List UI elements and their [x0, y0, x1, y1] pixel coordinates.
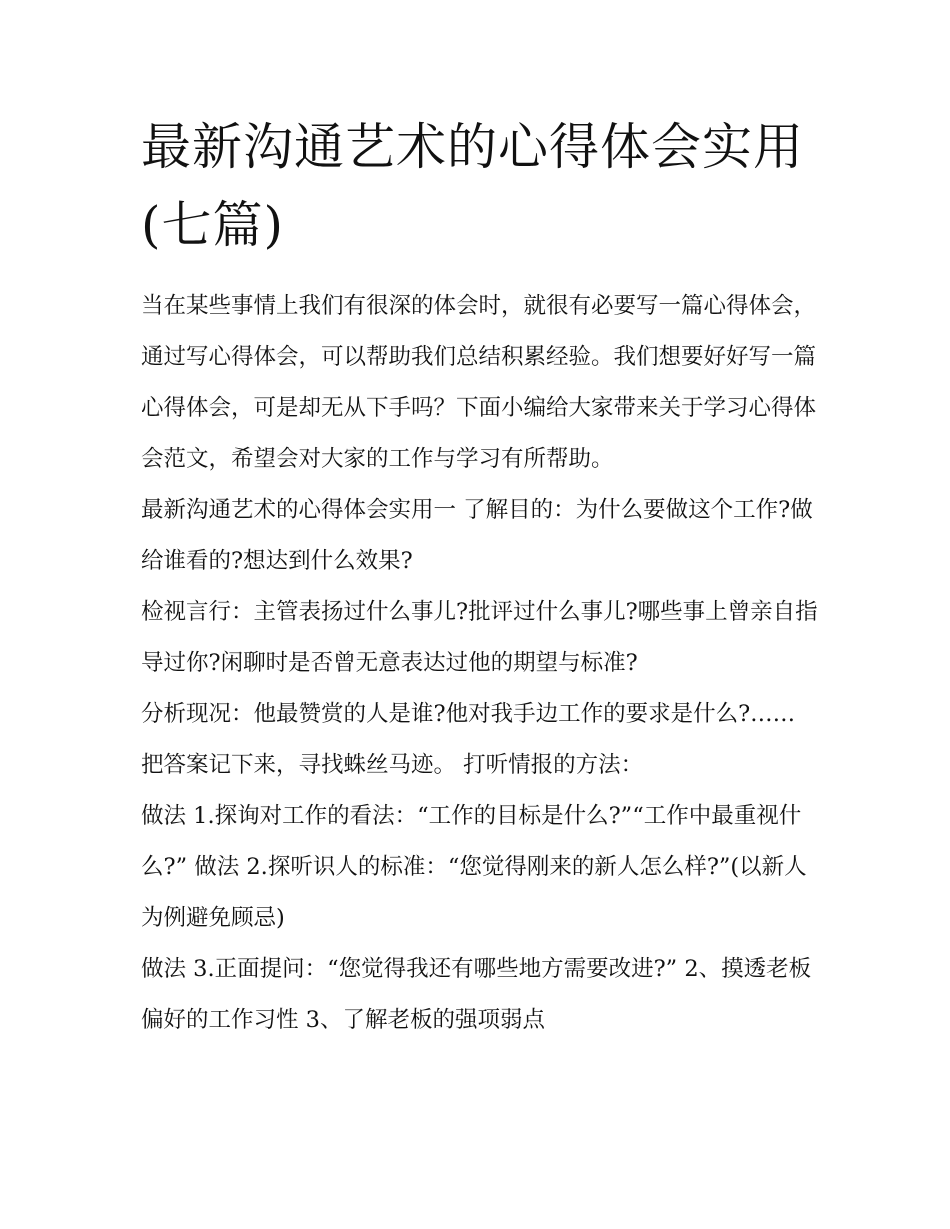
- document-body: [141, 108, 821, 1046]
- document-title: 最新沟通艺术的心得体会实用(七篇): [141, 118, 804, 254]
- intro-paragraph: 当在某些事情上我们有很深的体会时，就很有必要写一篇心得体会，通过写心得体会，可以帮助我们总结积累经验。我们想要好好写一篇心得体会，可是却无从下手吗？下面小编给大家带来关于学习心得体会范文，希望会对大家的工作与学习有所帮助。: [141, 293, 817, 472]
- paragraph-method-3: 做法 3.正面提问：“您觉得我还有哪些地方需要改进?” 2、摸透老板偏好的工作习性 3、了解老板的强项弱点: [141, 956, 812, 1033]
- paragraph-review-conduct: 检视言行：主管表扬过什么事儿?批评过什么事儿?哪些事上曾亲自指导过你?闲聊时是否曾无意表达过他的期望与标准?: [141, 599, 818, 676]
- paragraph-methods-1-2: 做法 1.探询对工作的看法：“工作的目标是什么?”“工作中最重视什么?” 做法 2.探听识人的标准：“您觉得刚来的新人怎么样?”(以新人为例避免顾忌): [141, 803, 807, 931]
- paragraph-analyze-situation: 分析现况：他最赞赏的人是谁?他对我手边工作的要求是什么?…… 把答案记下来，寻找蛛丝马迹。 打听情报的方法：: [141, 701, 796, 778]
- paragraph-purpose: 最新沟通艺术的心得体会实用一 了解目的：为什么要做这个工作?做给谁看的?想达到什么效果?: [141, 497, 813, 574]
